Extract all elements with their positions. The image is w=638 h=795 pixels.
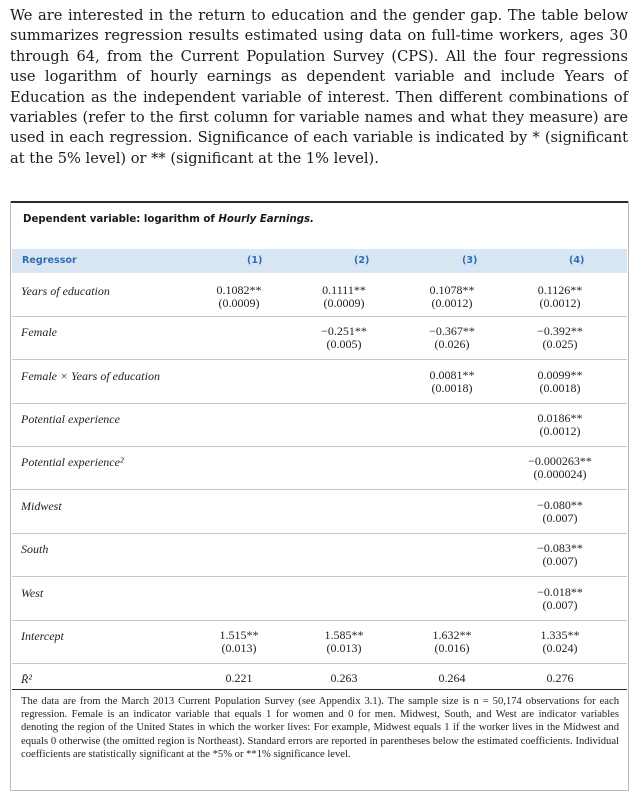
regressor-label: Female	[21, 325, 57, 339]
coefficient: −0.018**	[537, 585, 583, 599]
row-divider	[12, 663, 627, 664]
dependent-variable-title	[23, 214, 314, 225]
row-divider	[12, 620, 627, 621]
coef-cell-col-4	[510, 369, 610, 395]
coefficient: −0.367**	[429, 324, 475, 338]
dependent-variable-prefix: Dependent variable: logarithm of	[23, 214, 219, 225]
standard-error: (0.007)	[542, 598, 578, 612]
dependent-variable-name: Hourly Earnings.	[218, 214, 314, 225]
standard-error: (0.0018)	[539, 381, 581, 395]
coef-cell-col-4	[510, 629, 610, 655]
table-note: The data are from the March 2013 Current Population Survey (see Appendix 3.1). The sample size is n = 50,174 observations for each regression. Female is an indicator variable that equals 1 for women and 0 for men. Midwest, South, and West are indicator variables denoting the region of the United States in which the worker lives: For example, Midwest equals 1 if the worker lives in the Midwest and equals 0 otherwise (the omitted region is Northeast). Standard errors are reported in parentheses below the estimated coefficients. Individual coefficients are statistically significant at the *5% or **1% significance level.	[21, 696, 619, 760]
note-rule	[12, 689, 627, 690]
coefficient: 1.515**	[219, 628, 259, 642]
row-divider	[12, 446, 627, 447]
row-divider	[12, 316, 627, 317]
coefficient: 1.632**	[432, 628, 472, 642]
coefficient: 0.264	[438, 671, 466, 685]
coefficient: −0.080**	[537, 498, 583, 512]
row-divider	[12, 576, 627, 577]
coef-cell-col-1	[189, 629, 289, 655]
coef-cell-col-4	[510, 672, 610, 685]
standard-error: (0.0012)	[539, 424, 581, 438]
header-col-3: (3)	[462, 255, 478, 266]
coef-cell-col-4	[510, 455, 610, 481]
coefficient: 1.585**	[324, 628, 364, 642]
regressor-label: Female × Years of education	[21, 369, 160, 383]
coef-cell-col-1	[189, 284, 289, 310]
coef-cell-col-1	[189, 672, 289, 685]
coef-cell-col-2	[294, 284, 394, 310]
row-divider	[12, 403, 627, 404]
row-divider	[12, 489, 627, 490]
coefficient: −0.083**	[537, 541, 583, 555]
standard-error: (0.024)	[542, 641, 578, 655]
coef-cell-col-3	[402, 629, 502, 655]
coef-cell-col-4	[510, 499, 610, 525]
coef-cell-col-3	[402, 369, 502, 395]
coefficient: 0.276	[546, 671, 574, 685]
regressor-label: West	[21, 586, 44, 600]
coefficient: 1.335**	[540, 628, 580, 642]
standard-error: (0.016)	[434, 641, 470, 655]
coef-cell-col-2	[294, 672, 394, 685]
regressor-label: Potential experience²	[21, 455, 124, 469]
row-divider	[12, 533, 627, 534]
regressor-label: Years of education	[21, 284, 110, 298]
regressor-label: Midwest	[21, 499, 62, 513]
coef-cell-col-4	[510, 542, 610, 568]
coef-cell-col-3	[402, 284, 502, 310]
regressor-label: South	[21, 542, 49, 556]
standard-error: (0.0012)	[431, 296, 473, 310]
row-divider	[12, 359, 627, 360]
standard-error: (0.0009)	[323, 296, 365, 310]
coefficient: 0.263	[330, 671, 358, 685]
standard-error: (0.013)	[221, 641, 257, 655]
coefficient: 0.1126**	[537, 283, 583, 297]
coefficient: 0.0081**	[429, 368, 475, 382]
regressor-label: Intercept	[21, 629, 64, 643]
coefficient: 0.1082**	[216, 283, 262, 297]
coef-cell-col-3	[402, 325, 502, 351]
standard-error: (0.0009)	[218, 296, 260, 310]
regression-table	[10, 201, 629, 791]
standard-error: (0.0018)	[431, 381, 473, 395]
standard-error: (0.025)	[542, 337, 578, 351]
coefficient: 0.1111**	[322, 283, 366, 297]
standard-error: (0.013)	[326, 641, 362, 655]
coefficient: −0.392**	[537, 324, 583, 338]
table-top-rule	[11, 201, 628, 203]
standard-error: (0.0012)	[539, 296, 581, 310]
coefficient: 0.0099**	[537, 368, 583, 382]
coefficient: −0.251**	[321, 324, 367, 338]
standard-error: (0.007)	[542, 554, 578, 568]
regressor-label: R̄²	[21, 672, 32, 686]
standard-error: (0.005)	[326, 337, 362, 351]
coef-cell-col-3	[402, 672, 502, 685]
coef-cell-col-4	[510, 412, 610, 438]
header-col-2: (2)	[354, 255, 370, 266]
coef-cell-col-4	[510, 284, 610, 310]
header-regressor: Regressor	[22, 255, 77, 266]
standard-error: (0.026)	[434, 337, 470, 351]
coefficient: 0.0186**	[537, 411, 583, 425]
intro-paragraph: We are interested in the return to education and the gender gap. The table below summarizes regression results estimated using data on full-time workers, ages 30 through 64, from the Current Population Survey (CPS). All the four regressions use logarithm of hourly earnings as dependent variable and include Years of Education as the independent variable of interest. Then different combinations of variables (refer to the first column for variable names and what they measure) are used in each regression. Significance of each variable is indicated by * (significant at the 5% level) or ** (significant at the 1% level).	[10, 7, 628, 167]
header-col-1: (1)	[247, 255, 263, 266]
coef-cell-col-2	[294, 325, 394, 351]
coefficient: 0.221	[225, 671, 253, 685]
coef-cell-col-2	[294, 629, 394, 655]
standard-error: (0.007)	[542, 511, 578, 525]
header-col-4: (4)	[569, 255, 585, 266]
coefficient: 0.1078**	[429, 283, 475, 297]
coef-cell-col-4	[510, 325, 610, 351]
coef-cell-col-4	[510, 586, 610, 612]
table-header-row	[12, 249, 627, 273]
regressor-label: Potential experience	[21, 412, 120, 426]
coefficient: −0.000263**	[528, 454, 592, 468]
standard-error: (0.000024)	[533, 467, 587, 481]
